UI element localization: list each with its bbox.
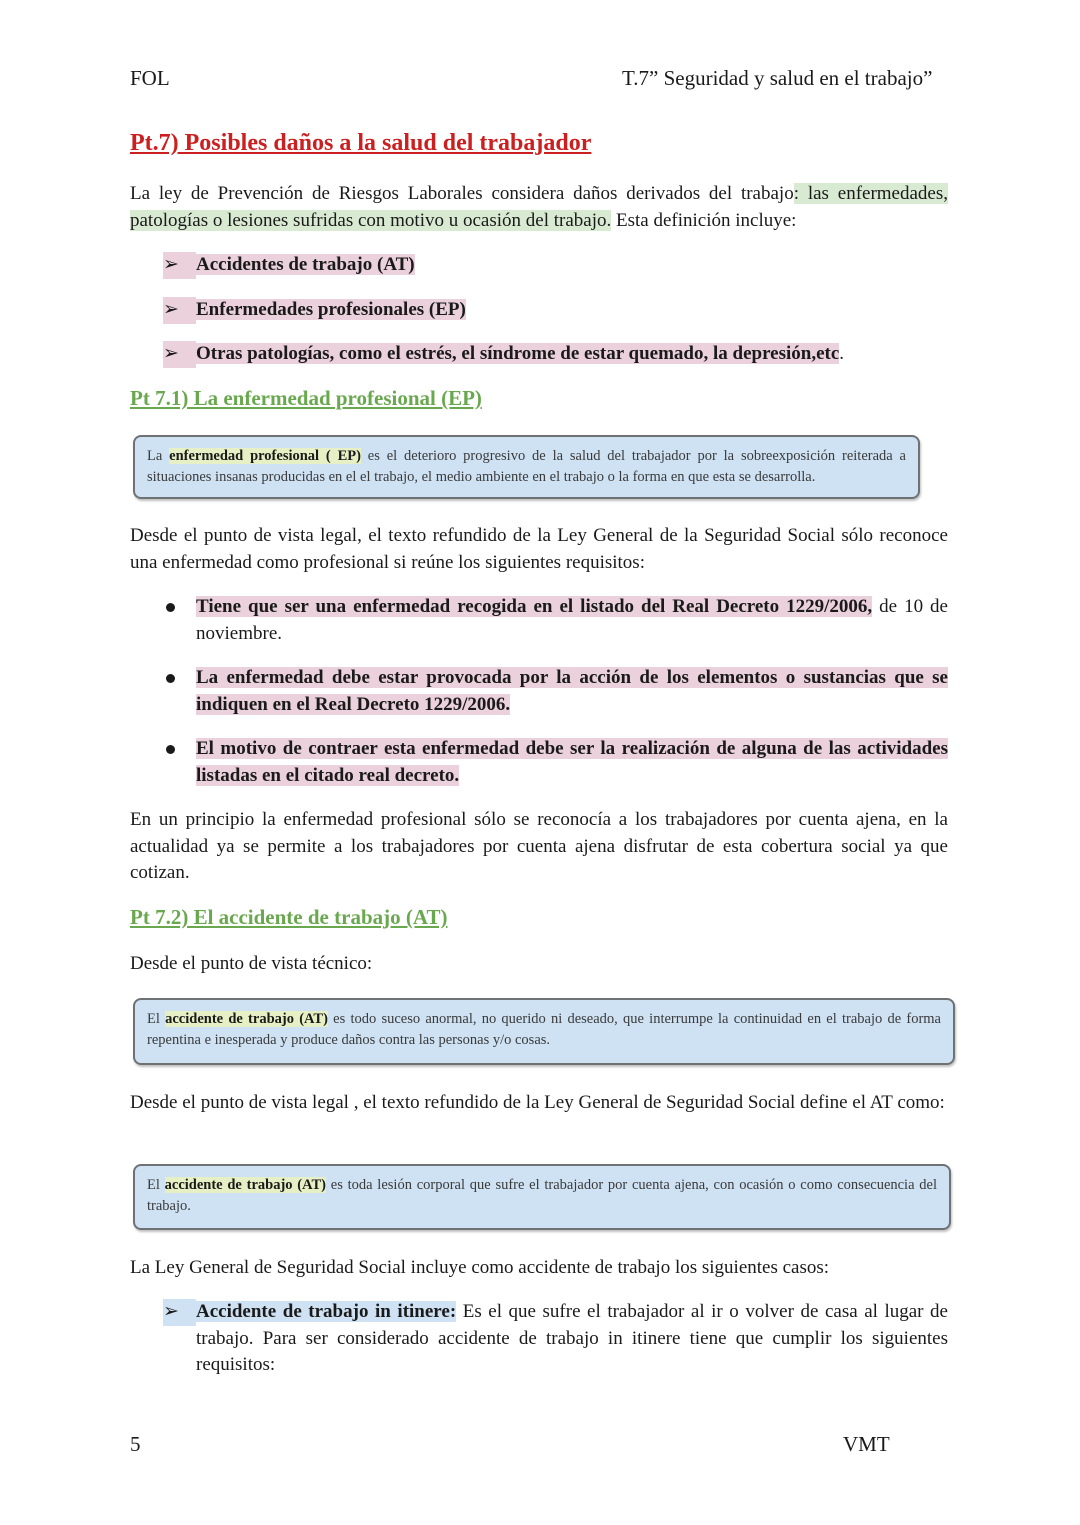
- intro-tail: Esta definición incluye:: [611, 209, 797, 231]
- box-prefix: La: [147, 448, 170, 464]
- bullet-dot-icon: [163, 594, 196, 621]
- damage-type-label: Otras patologías, como el estrés, el síndrome de estar quemado, la depresión,etc: [196, 343, 840, 364]
- box-keyword: accidente de trabajo (AT): [165, 1011, 328, 1027]
- requirement-bold: La enfermedad debe estar provocada por la acción de los elementos o sustancias que se indiquen en el Real Decreto 1229/2006.: [196, 667, 948, 715]
- arrow-bullet-icon: ➢: [163, 341, 196, 368]
- damage-type-label: Enfermedades profesionales (EP): [196, 299, 466, 320]
- list-item: [163, 1299, 948, 1379]
- box-prefix: El: [147, 1177, 165, 1193]
- intro-text: La ley de Prevención de Riesgos Laborales considera daños derivados del trabajo: [130, 183, 794, 204]
- requirement-bold: El motivo de contraer esta enfermedad debe ser la realización de alguna de las actividades listadas en el citado real decreto.: [196, 738, 948, 786]
- at-technical-intro: Desde el punto de vista técnico:: [130, 953, 373, 974]
- subsection-title-ep: Pt 7.1) La enfermedad profesional (EP): [130, 386, 482, 410]
- list-item: [163, 341, 948, 368]
- box-text: es todo suceso anormal, no querido ni deseado, que interrumpe la continuidad en el trabajo de forma repentina e inesperada y produce daños contra las personas y/o cosas.: [147, 1011, 941, 1048]
- bullet-dot-icon: [163, 736, 196, 763]
- box-text: es el deterioro progresivo de la salud del trabajador por la sobreexposición reiterada a situaciones insanas producidas en el el trabajo, el medio ambiente en el trabajo o la forma en que esta se desarrolla.: [147, 448, 906, 485]
- at-legal-intro: Desde el punto de vista legal , el texto refundido de la Ley General de Seguridad Social define el AT como:: [130, 1092, 945, 1113]
- box-keyword: enfermedad profesional ( EP): [169, 448, 361, 464]
- box-keyword: accidente de trabajo (AT): [164, 1177, 327, 1193]
- page-number: 5: [130, 1432, 141, 1456]
- at-cases-intro: La Ley General de Seguridad Social incluye como accidente de trabajo los siguientes casos:: [130, 1257, 830, 1278]
- requirement-bold: Tiene que ser una enfermedad recogida en el listado del Real Decreto 1229/2006,: [196, 596, 873, 617]
- header-subject: FOL: [130, 66, 170, 90]
- arrow-bullet-icon: ➢: [163, 297, 196, 324]
- case-description: Es el que sufre el trabajador al ir o volver de casa al lugar de trabajo. Para ser considerado accidente de trabajo in itinere tiene que cumplir los siguientes requisitos:: [196, 1301, 948, 1375]
- definition-box-at-legal: [133, 1164, 951, 1230]
- arrow-bullet-icon: ➢: [163, 252, 196, 279]
- ep-legal-intro: Desde el punto de vista legal, el texto refundido de la Ley General de la Seguridad Social sólo reconoce una enfermedad como profesional si reúne los siguientes requisitos:: [130, 525, 948, 573]
- list-item: [163, 297, 948, 324]
- list-item: [163, 665, 948, 718]
- damage-type-tail: .: [839, 343, 845, 364]
- list-item: [163, 252, 948, 279]
- requirement-normal: de 10 de noviembre.: [196, 596, 948, 644]
- subsection-title-at: Pt 7.2) El accidente de trabajo (AT): [130, 905, 448, 929]
- intro-paragraph: [130, 181, 948, 234]
- ep-closing-paragraph: En un principio la enfermedad profesional sólo se reconocía a los trabajadores por cuenta ajena, en la actualidad ya se permite a los trabajadores por cuenta ajena disfrutar de esta cobertura social ya que cotizan.: [130, 809, 948, 883]
- footer-author: VMT: [843, 1432, 890, 1456]
- box-text: es toda lesión corporal que sufre el trabajador por cuenta ajena, con ocasión o como consecuencia del trabajo.: [147, 1177, 937, 1214]
- list-item: [163, 736, 948, 789]
- arrow-bullet-icon: ➢: [163, 1299, 196, 1326]
- damage-type-label: Accidentes de trabajo (AT): [196, 254, 415, 275]
- box-prefix: El: [147, 1011, 166, 1027]
- list-item: [163, 594, 948, 647]
- definition-box-at-technical: [133, 998, 955, 1065]
- case-title: Accidente de trabajo in itinere:: [196, 1301, 457, 1322]
- definition-box-ep: [133, 435, 920, 499]
- section-title: Pt.7) Posibles daños a la salud del trabajador: [130, 130, 592, 156]
- bullet-dot-icon: [163, 665, 196, 692]
- intro-highlight: : las enfermedades, patologías o lesiones sufridas con motivo u ocasión del trabajo.: [130, 183, 948, 231]
- header-topic: T.7” Seguridad y salud en el trabajo”: [622, 66, 933, 90]
